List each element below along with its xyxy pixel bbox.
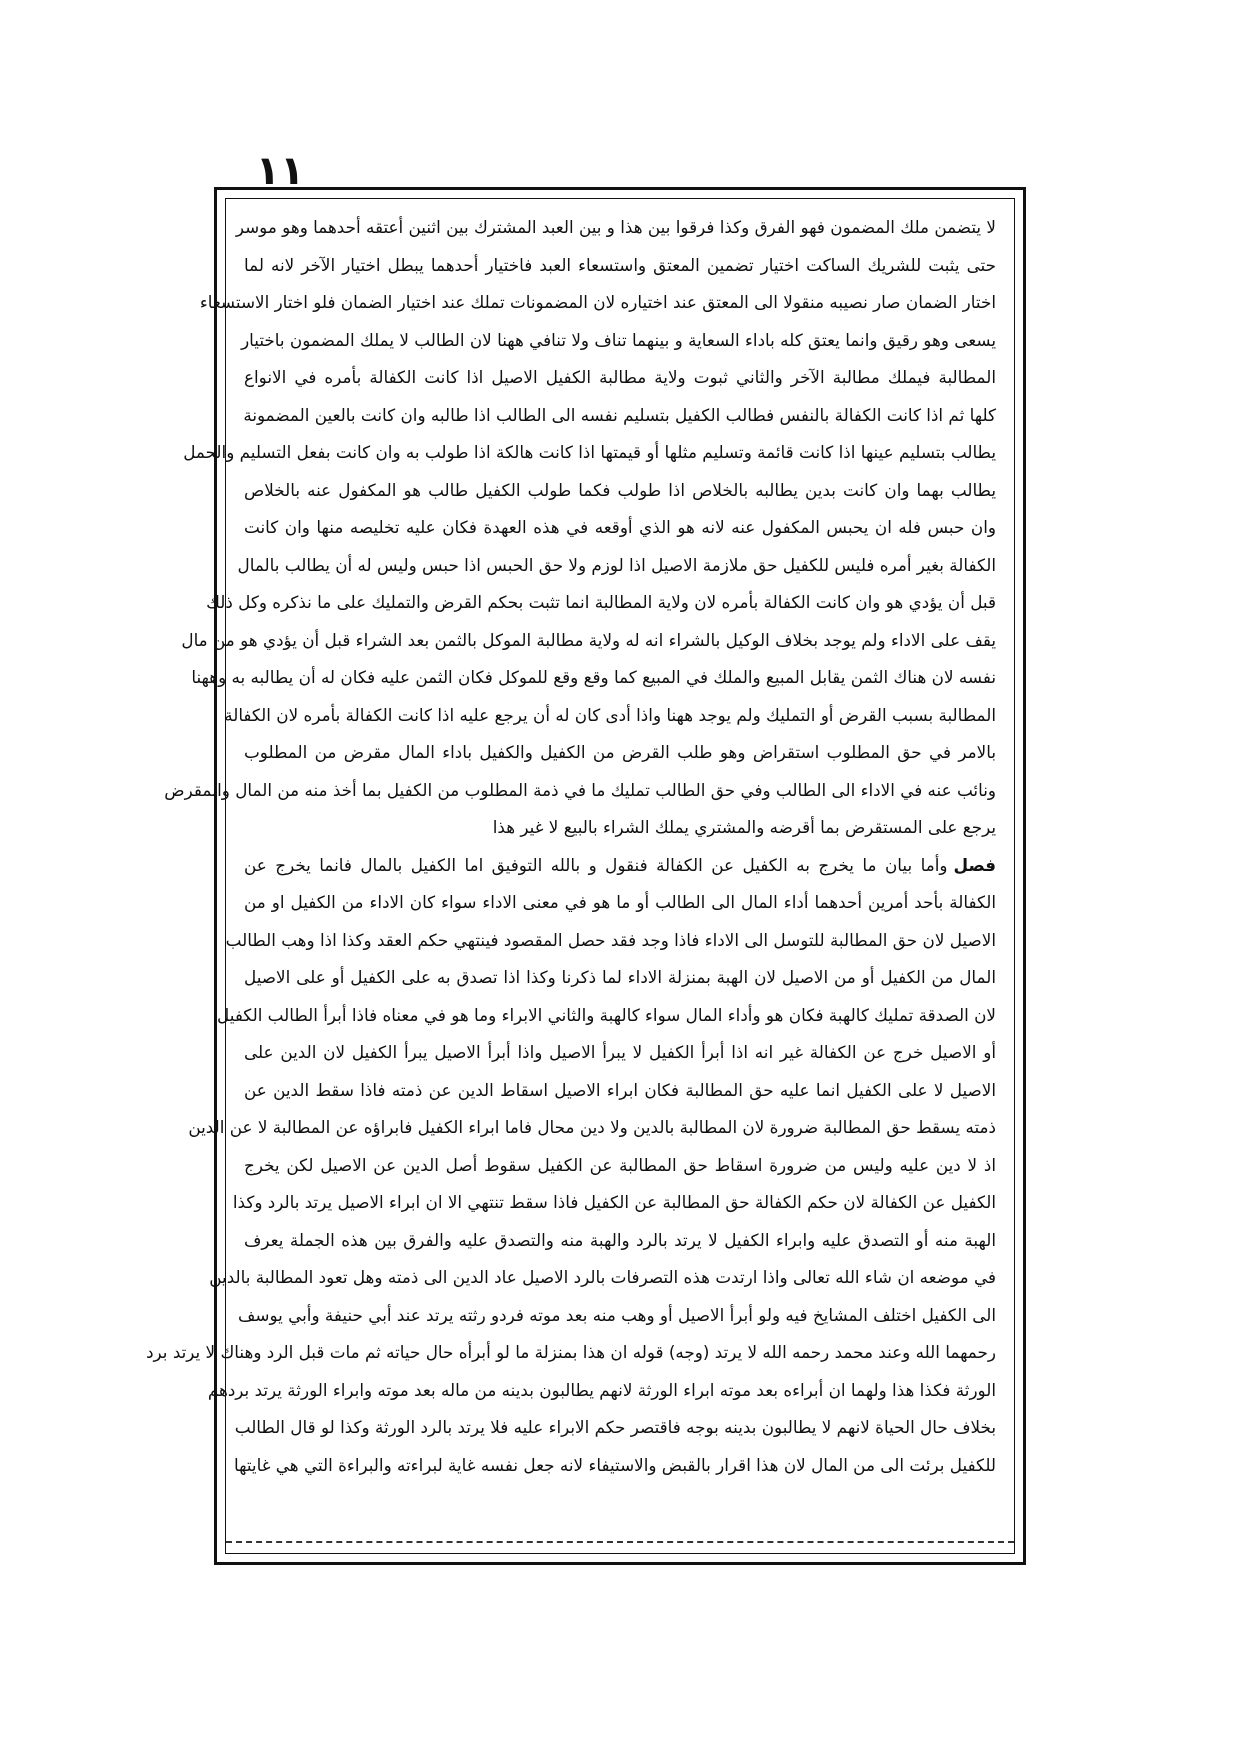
text-line: الهبة منه أو التصدق عليه وابراء الكفيل لا يرتد بالرد والهبة منه والتصدق عليه والفرق بين هذه الجملة يعرف (244, 1229, 996, 1250)
text-line: وان حبس فله ان يحبس المكفول عنه لانه هو الذي أوقعه في هذه العهدة فكان عليه تخليصه منها وان كانت (244, 517, 996, 537)
text-line: يرجع على المستقرض بما أقرضه والمشتري يملك الشراء بالبيع لا غير هذا (492, 817, 996, 837)
text-line: يطالب بتسليم عينها اذا كانت قائمة وتسليم مثلها أو قيمتها اذا كانت هالكة اذا طولب به وان كانت بفعل التسليم والحمل (183, 442, 996, 462)
text-line: يطالب بهما وان كانت بدين يطالبه بالخلاص اذا طولب فكما طولب الكفيل طالب هو المكفول عنه بالخلاص (244, 479, 996, 500)
text-line: رحمهما الله وعند محمد رحمه الله لا يرتد (وجه) قوله ان هذا بمنزلة ما لو أبرأه حال حياته ثم مات قبل الرد وهناك لا يرتد برد (146, 1342, 996, 1362)
bottom-rule (226, 1541, 1014, 1543)
page-number: ١١ (255, 148, 305, 194)
text-line: المطالبة فيملك مطالبة الآخر والثاني ثبوت ولاية مطالبة الكفيل الاصيل اذا كانت الكفالة بأمره في الانواع (244, 367, 996, 387)
text-block (146, 209, 996, 1484)
text-line: بخلاف حال الحياة لانهم لا يطالبون بدينه بوجه فاقتصر حكم الابراء عليه فلا يرتد بالرد الورثة وكذا لو قال الطالب (234, 1417, 996, 1437)
text-line: وأما بيان ما يخرج به الكفيل عن الكفالة فنقول و بالله التوفيق اما الكفيل بالمال فانما يخرج عن (244, 854, 948, 875)
text-line: في موضعه ان شاء الله تعالى واذا ارتدت هذه التصرفات بالرد الاصيل عاد الدين الى ذمته وهل تعود المطالبة بالدين (209, 1267, 996, 1287)
text-line: حتى يثبت للشريك الساكت اختيار تضمين المعتق واستسعاء العبد فاختيار أحدهما يبطل اختيار الآخر لانه لما (244, 254, 996, 275)
text-line: الكفالة بأحد أمرين أحدهما أداء المال الى الطالب أو ما هو في معنى الاداء سواء كان الاداء من الكفيل او من (244, 892, 996, 912)
text-line: اختار الضمان صار نصيبه منقولا الى المعتق عند اختياره لان المضمونات تملك عند اختيار الضمان فلو اختار الاستسعاء (199, 292, 996, 312)
text-line: أو الاصيل خرج عن الكفالة غير انه اذا أبرأ الكفيل لا يبرأ الاصيل واذا أبرأ الاصيل يبرأ الكفيل لان الدين على (244, 1042, 996, 1062)
text-line: الاصيل لان حق المطالبة للتوسل الى الاداء فاذا وجد فقد حصل المقصود فينتهي حكم العقد وكذا اذا وهب الطالب (225, 929, 996, 950)
text-line: الى الكفيل اختلف المشايخ فيه ولو أبرأ الاصيل أو وهب منه بعد موته فردو رثته يرتد عند أبي حنيفة وأبي يوسف (238, 1304, 996, 1325)
section-line (244, 847, 996, 885)
page-frame-inner (146, 198, 1015, 1554)
text-line: الاصيل لا على الكفيل انما عليه حق المطالبة فكان ابراء الاصيل اسقاط الدين عن ذمته فاذا سقط الدين عن (244, 1079, 996, 1100)
page-frame (146, 187, 1026, 1565)
text-line: اذ لا دين عليه وليس من ضرورة اسقاط حق المطالبة عن الكفيل سقوط أصل الدين عن الاصيل لكن يخرج (244, 1154, 996, 1175)
text-line: الكفيل عن الكفالة لان حكم الكفالة حق المطالبة عن الكفيل فاذا سقط تنتهي الا ان ابراء الاصيل يرتد بالرد وكذا (232, 1192, 996, 1212)
text-line: قبل أن يؤدي هو وان كانت الكفالة بأمره لان ولاية المطالبة انما تثبت بحكم القرض والتمليك على ما نذكره وكل ذلك (206, 592, 996, 612)
text-line: نفسه لان هناك الثمن يقابل المبيع والملك في المبيع كما وقع وقع للموكل فكان الثمن عليه فكان له أن يطالبه به وههنا (191, 667, 996, 687)
text-line: المطالبة بسبب القرض أو التمليك ولم يوجد ههنا واذا أدى كان له أن يرجع عليه اذا كانت الكفالة بأمره لان الكفالة (224, 704, 996, 725)
text-line: لان الصدقة تمليك كالهبة فكان هو وأداء المال سواء كالهبة والثاني الابراء وما هو في معناه فاذا أبرأ الطالب الكفيل (217, 1004, 996, 1025)
text-line: لا يتضمن ملك المضمون فهو الفرق وكذا فرقوا بين هذا و بين العبد المشترك بين اثنين أعتقه أحدهما وهو موسر (235, 217, 996, 237)
text-line: المال من الكفيل أو من الاصيل لان الهبة بمنزلة الاداء لما ذكرنا وكذا اذا تصدق به على الكفيل أو على الاصيل (244, 967, 996, 987)
text-line: يقف على الاداء ولم يوجد بخلاف الوكيل بالشراء انه له ولاية مطالبة الموكل بالثمن بعد الشراء قبل أن يؤدي هو من مال (181, 629, 996, 650)
section-heading: فصل (953, 854, 996, 875)
text-line: ونائب عنه في الاداء الى الطالب وفي حق الطالب تمليك ما في ذمة المطلوب من الكفيل بما أخذ منه من المال والمقرض (164, 779, 996, 800)
text-line: ذمته يسقط حق المطالبة ضرورة لان المطالبة بالدين ولا دين محال فاما ابراء الكفيل فابراؤه عن المطالبة لا عن الدين (188, 1117, 996, 1137)
text-line: للكفيل برئت الى من المال لان هذا اقرار بالقبض والاستيفاء لانه جعل نفسه غاية لبراءته والبراءة التي هي غايتها (234, 1454, 996, 1475)
text-line: يسعى وهو رقيق وانما يعتق كله باداء السعاية و بينهما تناف ولا تنافي ههنا لان الطالب لا يملك المضمون باختيار (241, 329, 996, 350)
text-line: الكفالة بغير أمره فليس للكفيل حق ملازمة الاصيل اذا لوزم ولا حق الحبس اذا حبس وليس له أن يطالب بالمال (237, 554, 996, 575)
text-line: الورثة فكذا هذا ولهما ان أبراءه بعد موته ابراء الورثة لانهم يطالبون بدينه من ماله بعد موته وابراء الورثة يرتد بردهم (207, 1379, 996, 1400)
text-line: بالامر في حق المطلوب استقراض وهو طلب القرض من الكفيل والكفيل باداء المال مقرض من المطلوب (244, 742, 996, 762)
text-line: كلها ثم اذا كانت الكفالة بالنفس فطالب الكفيل بتسليم نفسه الى الطالب اذا طالبه وان كانت بالعين المضمونة (243, 404, 996, 425)
